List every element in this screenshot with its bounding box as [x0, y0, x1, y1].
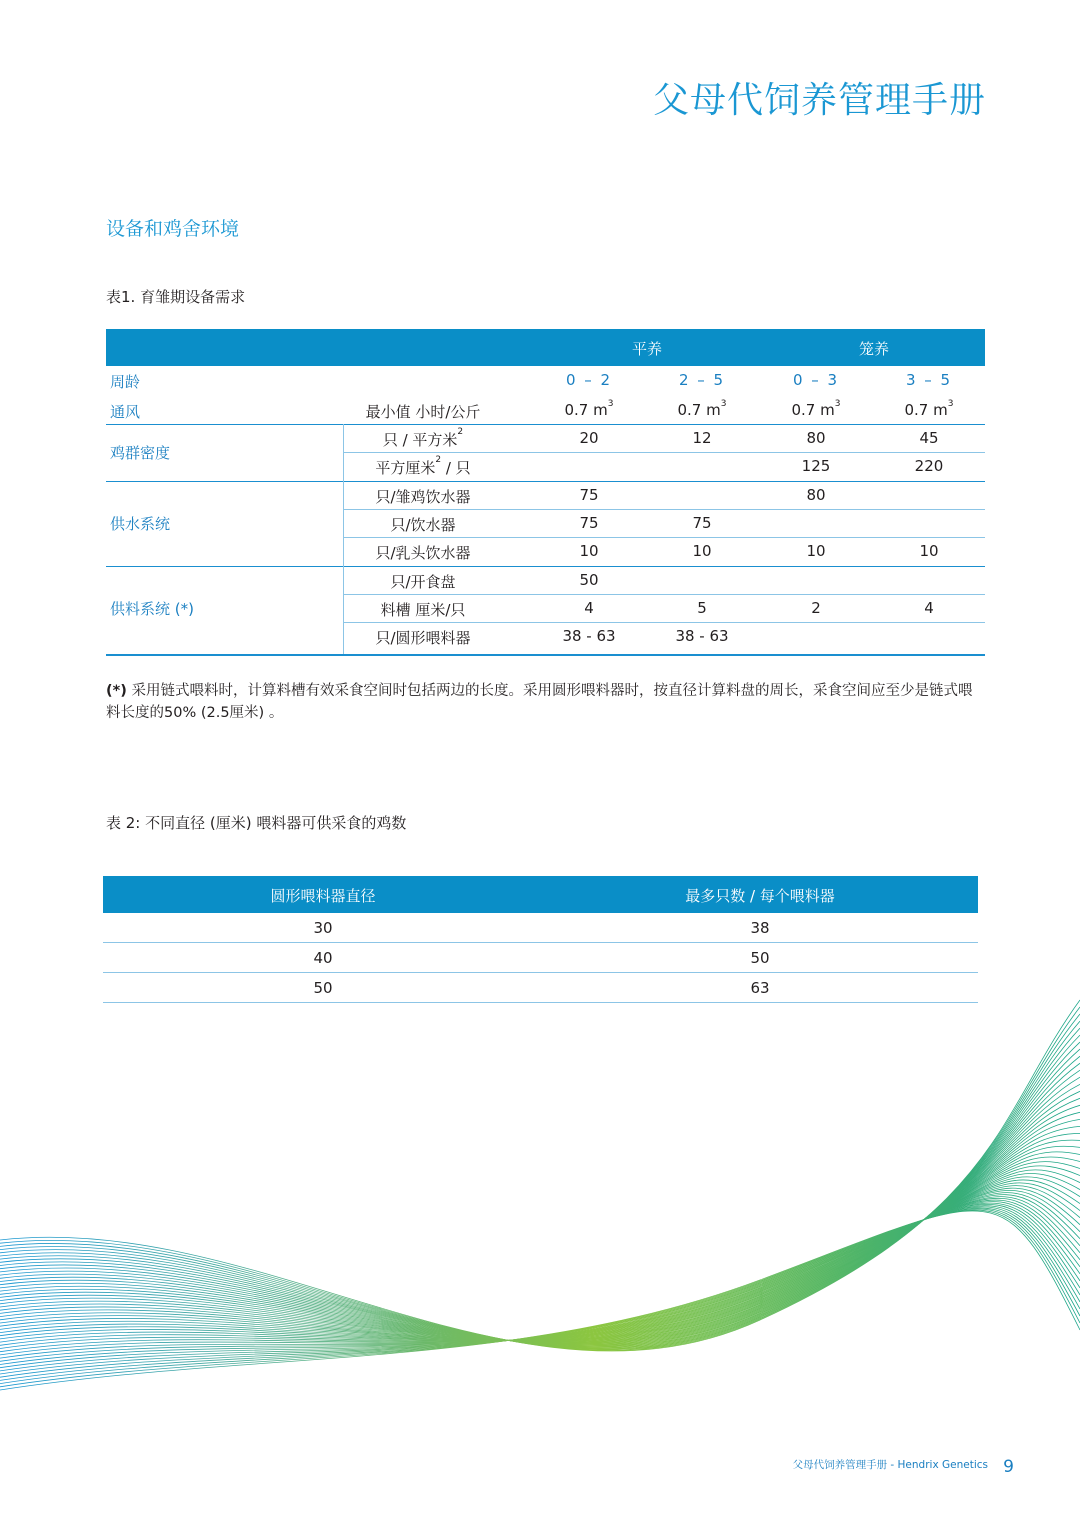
ventilation-desc: 最小值 小时/公斤 [365, 403, 481, 421]
density-label: 鸡群密度 [110, 444, 171, 462]
feed-row [106, 622, 985, 650]
feeder-capacity-table [103, 876, 978, 1003]
diameter-cell: 30 [313, 919, 333, 937]
age-range: 0 – 3 [792, 371, 840, 389]
max-birds-header: 最多只数 / 每个喂料器 [685, 887, 835, 905]
density-row [106, 452, 985, 480]
age-label: 周龄 [110, 373, 141, 391]
age-range: 3 – 5 [905, 371, 953, 389]
wave-line [0, 1021, 1080, 1349]
feed-label: 供料系统 (*) [110, 600, 194, 618]
density-value: 20 [579, 429, 599, 447]
wave-line [0, 1084, 1080, 1344]
wave-line [0, 1049, 1080, 1347]
wave-line [0, 1152, 1080, 1341]
diameter-header: 圆形喂料器直径 [270, 887, 376, 905]
wave-line [0, 1173, 1080, 1340]
feed-value: 4 [584, 599, 594, 617]
table2-caption: 表 2: 不同直径 (厘米) 喂料器可供采食的鸡数 [106, 814, 407, 832]
density-row [106, 424, 985, 452]
diameter-cell: 40 [313, 949, 333, 967]
max-birds-cell: 50 [750, 949, 770, 967]
water-row [106, 481, 985, 509]
wave-line [0, 1042, 1080, 1347]
wave-line [0, 1195, 1080, 1352]
water-desc: 只/饮水器 [390, 516, 456, 534]
cage-rearing-header: 笼养 [858, 340, 889, 358]
water-desc: 只/雏鸡饮水器 [375, 488, 471, 506]
ventilation-row [106, 396, 985, 424]
density-value: 220 [914, 457, 944, 475]
density-value: 80 [806, 429, 826, 447]
water-value: 75 [579, 486, 599, 504]
water-value: 10 [692, 542, 712, 560]
max-birds-cell: 63 [750, 979, 770, 997]
water-desc: 只/乳头饮水器 [375, 544, 471, 562]
water-value: 10 [806, 542, 826, 560]
wave-line [0, 1166, 1080, 1341]
ventilation-value: 0.7 $m^3$ [904, 399, 954, 419]
wave-line [0, 1007, 1080, 1350]
wave-line [0, 1126, 1080, 1342]
ventilation-value: 0.7 $m^3$ [564, 399, 614, 419]
water-group [106, 481, 985, 566]
page-number: 9 [1003, 1457, 1014, 1477]
water-value: 10 [919, 542, 939, 560]
wave-line [0, 1193, 1080, 1349]
feed-row [106, 566, 985, 594]
table1-footnote: (*) 采用链式喂料时，计算料槽有效采食空间时包括两边的长度。采用圆形喂料器时，按直径计算料盘的周长，采食空间应至少是链式喂料长度的50% (2.5厘米) 。 [106, 683, 973, 721]
table-row [103, 913, 978, 943]
water-value: 75 [579, 514, 599, 532]
max-birds-cell: 38 [750, 919, 770, 937]
age-row [106, 366, 985, 396]
diameter-cell: 50 [313, 979, 333, 997]
wave-line [0, 1070, 1080, 1345]
feed-group [106, 566, 985, 656]
wave-line [0, 1197, 1080, 1355]
feed-value: 4 [924, 599, 934, 617]
footer-text: 父母代饲养管理手册 - Hendrix Genetics [792, 1459, 988, 1471]
density-value: 45 [919, 429, 939, 447]
density-value: 12 [692, 429, 712, 447]
table2-header [103, 876, 978, 913]
feed-desc: 料槽 厘米/只 [380, 601, 466, 619]
wave-line [0, 1014, 1080, 1350]
wave-line [0, 1170, 1080, 1341]
water-value: 75 [692, 514, 712, 532]
water-row [106, 537, 985, 565]
wave-line [0, 1209, 1080, 1384]
feed-desc: 只/开食盘 [390, 573, 456, 591]
table1-header [106, 329, 985, 366]
equipment-requirements-table [106, 329, 985, 656]
feed-row [106, 594, 985, 622]
ventilation-label: 通风 [110, 403, 141, 421]
density-desc: 只 / 平方米$^2$ [382, 427, 464, 449]
density-group [106, 424, 985, 481]
table-row [103, 943, 978, 973]
wave-line [0, 1208, 1080, 1380]
feed-value: 2 [811, 599, 821, 617]
age-range: 2 – 5 [678, 371, 726, 389]
water-value: 10 [579, 542, 599, 560]
wave-line [0, 1035, 1080, 1348]
density-value: 125 [801, 457, 831, 475]
feed-value: 38 - 63 [675, 627, 729, 645]
table1-caption: 表1. 育雏期设备需求 [106, 288, 246, 306]
wave-line [0, 1146, 1080, 1341]
water-row [106, 509, 985, 537]
document-title: 父母代饲养管理手册 [652, 80, 986, 121]
section-heading: 设备和鸡舍环境 [106, 218, 240, 240]
wave-line [0, 1186, 1080, 1341]
wave-line [0, 1098, 1080, 1343]
wave-line [0, 1133, 1080, 1341]
ventilation-value: 0.7 $m^3$ [791, 399, 841, 419]
ventilation-value: 0.7 $m^3$ [677, 399, 727, 419]
water-label: 供水系统 [110, 515, 171, 533]
wave-line [0, 1207, 1080, 1377]
feed-value: 50 [579, 571, 599, 589]
floor-rearing-header: 平养 [631, 340, 662, 358]
wave-line [0, 1077, 1080, 1345]
wave-line [0, 1206, 1080, 1374]
feed-desc: 只/圆形喂料器 [375, 629, 471, 647]
feed-value: 38 - 63 [562, 627, 616, 645]
density-desc: 平方厘米$^2$ / 只 [375, 455, 471, 477]
feed-value: 5 [697, 599, 707, 617]
wave-line [0, 1119, 1080, 1342]
age-range: 0 – 2 [565, 371, 613, 389]
water-value: 80 [806, 486, 826, 504]
decorative-wave-lines [0, 990, 1080, 1410]
